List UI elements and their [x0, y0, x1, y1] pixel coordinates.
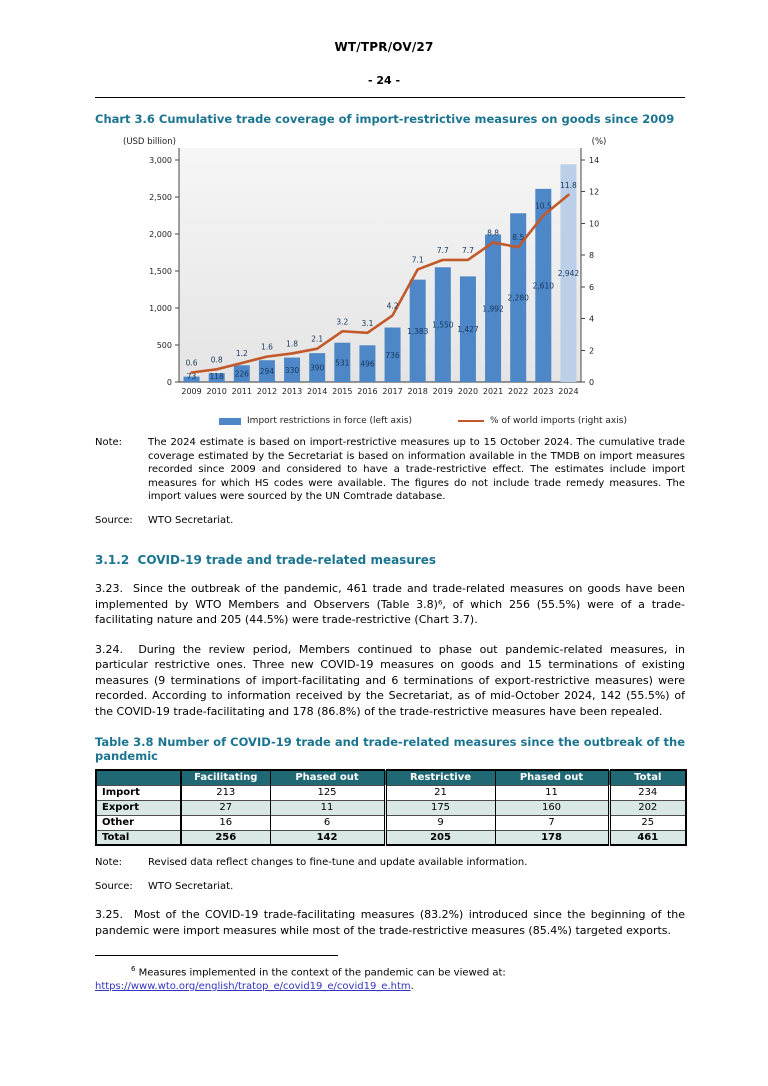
source-text: WTO Secretariat.: [148, 880, 234, 892]
cell: 160: [495, 800, 609, 815]
chart-title: Chart 3.6 Cumulative trade coverage of import-restrictive measures on goods since 2009: [95, 112, 675, 126]
x-tick-2024: 2024: [558, 387, 579, 396]
right-axis-caption: (%): [591, 137, 607, 147]
section-heading-3-1-2: 3.1.2 COVID-19 trade and trade-related measures: [95, 553, 437, 567]
x-tick-2017: 2017: [382, 387, 403, 396]
svg-text:0: 0: [166, 378, 172, 387]
table-row-export: [96, 800, 686, 815]
row-label: Total: [96, 830, 181, 845]
table-row-other: [96, 815, 686, 830]
line-label-2012: 1.6: [260, 342, 273, 352]
footnote-6: [95, 963, 685, 993]
svg-text:0: 0: [589, 378, 595, 387]
footnote-marker: 6: [131, 965, 136, 973]
line-label-2024: 11.8: [560, 180, 577, 190]
cell: 461: [609, 830, 686, 845]
cell: 256: [181, 830, 270, 845]
table-row-total: [96, 830, 686, 845]
footnote-area: [95, 955, 685, 993]
line-label-2014: 2.1: [311, 334, 324, 344]
svg-text:6: 6: [589, 282, 595, 292]
line-label-2015: 3.2: [336, 317, 349, 327]
cell: 202: [609, 800, 686, 815]
x-tick-2015: 2015: [332, 387, 353, 396]
document-code: WT/TPR/OV/27: [334, 40, 434, 54]
table-title: Table 3.8 Number of COVID-19 trade and trade-related measures since the outbreak of the pandemic: [95, 735, 685, 763]
cell: 213: [181, 785, 270, 800]
note-label: Note:: [95, 857, 123, 868]
bar-label-2022: 2,280: [507, 293, 529, 303]
note-text: Revised data reflect changes to fine-tune and update available information.: [148, 857, 528, 868]
bar-label-2011: 226: [234, 369, 249, 379]
chart-3-6: [113, 132, 685, 426]
x-tick-2011: 2011: [231, 387, 252, 396]
legend-label-bars: Import restrictions in force (left axis): [247, 416, 413, 426]
chart-source: [95, 514, 685, 528]
bar-label-2018: 1,383: [406, 326, 429, 336]
bar-label-2023: 2,610: [532, 281, 555, 291]
line-label-2009: 0.6: [185, 358, 198, 368]
bar-swatch-icon: [219, 418, 241, 425]
x-tick-2010: 2010: [206, 387, 227, 396]
cell: 9: [385, 815, 495, 830]
header-phased-out-1: Phased out: [270, 770, 385, 785]
cell: 27: [181, 800, 270, 815]
bar-label-2009: 73: [186, 372, 197, 381]
note-label: Note:: [95, 437, 123, 448]
table-row-import: [96, 785, 686, 800]
bar-label-2010: 118: [209, 372, 224, 381]
line-label-2021: 8.8: [487, 228, 500, 238]
cell: 125: [270, 785, 385, 800]
row-label: Export: [96, 800, 181, 815]
x-tick-2013: 2013: [281, 387, 303, 396]
x-tick-2023: 2023: [533, 387, 554, 396]
bar-label-2015: 531: [335, 358, 350, 368]
legend-item-line: [458, 416, 627, 426]
x-tick-2012: 2012: [256, 387, 278, 396]
line-label-2017: 4.2: [386, 301, 399, 311]
table-note: [95, 856, 685, 870]
bar-label-2013: 330: [284, 365, 300, 375]
svg-text:12: 12: [589, 187, 600, 197]
chart-canvas: [113, 132, 633, 410]
svg-text:2: 2: [589, 346, 595, 356]
line-label-2018: 7.1: [411, 255, 424, 265]
source-text: WTO Secretariat.: [148, 514, 234, 526]
x-tick-2020: 2020: [457, 387, 479, 396]
bar-label-2014: 390: [310, 363, 325, 373]
cell: 175: [385, 800, 495, 815]
header-phased-out-2: Phased out: [495, 770, 609, 785]
bar-label-2020: 1,427: [457, 325, 479, 335]
row-label: Import: [96, 785, 181, 800]
bar-label-2019: 1,550: [432, 320, 454, 330]
table-3-8: [95, 769, 687, 846]
x-tick-2019: 2019: [432, 387, 453, 396]
legend-label-line: % of world imports (right axis): [490, 416, 627, 426]
line-label-2010: 0.8: [210, 355, 223, 365]
x-tick-2014: 2014: [307, 387, 328, 396]
page-header: [0, 0, 768, 87]
footnote-suffix: .: [410, 980, 414, 992]
svg-text:2,500: 2,500: [149, 193, 172, 202]
line-label-2016: 3.1: [361, 318, 374, 328]
x-tick-2018: 2018: [407, 387, 428, 396]
note-text: The 2024 estimate is based on import-restrictive measures up to 15 October 2024. The cumulative trade coverage estimated by the Secretariat is based on information available in the TMDB on import measures recorded since 2009 and considered to have a trade-restrictive effect. The estimates include import measures for which HS codes were available. The figures do not include trade remedy measures. The import values were sourced by the UN Comtrade database.: [148, 437, 685, 502]
bar-label-2017: 736: [385, 350, 400, 360]
cell: 11: [270, 800, 385, 815]
page-number: - 24 -: [367, 74, 401, 87]
source-label: Source:: [95, 880, 133, 892]
svg-text:8: 8: [589, 251, 595, 261]
svg-text:3,000: 3,000: [149, 156, 172, 165]
footnote-text: Measures implemented in the context of the pandemic can be viewed at:: [138, 967, 506, 979]
legend-item-bars: [219, 416, 412, 426]
x-tick-2022: 2022: [508, 387, 529, 396]
header-blank: [96, 770, 181, 785]
header-divider: [95, 97, 685, 98]
paragraph-3-25: 3.25. Most of the COVID-19 trade-facilitating measures (83.2%) introduced since the beginning of the pandemic were import measures while most of the trade-restrictive measures (85.4%) targeted exports.: [95, 908, 685, 937]
header-facilitating: Facilitating: [181, 770, 270, 785]
line-label-2023: 10.5: [534, 201, 552, 211]
bar-label-2021: 1,992: [482, 304, 504, 314]
svg-text:2,000: 2,000: [149, 230, 172, 239]
cell: 6: [270, 815, 385, 830]
header-total: Total: [609, 770, 686, 785]
left-axis-caption: (USD billion): [123, 137, 176, 147]
line-label-2013: 1.8: [286, 339, 299, 349]
bar-label-2016: 496: [360, 359, 375, 369]
footnote-divider: [95, 955, 338, 956]
cell: 21: [385, 785, 495, 800]
svg-text:10: 10: [589, 219, 600, 229]
source-label: Source:: [95, 514, 133, 526]
x-tick-2009: 2009: [181, 387, 202, 396]
line-swatch-icon: [458, 420, 484, 423]
header-restrictive: Restrictive: [385, 770, 495, 785]
paragraph-3-24: 3.24. During the review period, Members continued to phase out pandemic-related measures, in particular restrictive ones. Three new COVID-19 measures on goods and 15 terminations of existing measures (9 terminations of import-facilitating and 6 terminations of export-restrictive measures) were recorded. According to information received by the Secretariat, as of mid-October 2024, 142 (55.5%) of the COVID-19 trade-facilitating and 178 (86.8%) of the trade-restrictive measures have been repealed.: [95, 642, 685, 718]
table-source: [95, 880, 685, 894]
cell: 142: [270, 830, 385, 845]
cell: 16: [181, 815, 270, 830]
x-tick-2021: 2021: [482, 387, 504, 396]
chart-legend: [143, 416, 703, 426]
cell: 25: [609, 815, 686, 830]
cell: 11: [495, 785, 609, 800]
bar-label-2024: 2,942: [557, 269, 580, 279]
line-label-2011: 1.2: [235, 348, 248, 358]
line-label-2022: 8.5: [512, 233, 525, 243]
cell: 7: [495, 815, 609, 830]
svg-text:500: 500: [156, 341, 172, 350]
svg-text:14: 14: [589, 156, 600, 165]
svg-text:4: 4: [589, 314, 595, 324]
cell: 234: [609, 785, 686, 800]
row-label: Other: [96, 815, 181, 830]
paragraph-3-23: 3.23. Since the outbreak of the pandemic, 461 trade and trade-related measures on goods have been implemented by WTO Members and Observers (Table 3.8)⁶, of which 256 (55.5%) were of a trade-facilitating nature and 205 (44.5%) were trade-restrictive (Chart 3.7).: [95, 582, 685, 626]
line-label-2020: 7.7: [461, 245, 474, 255]
footnote-url-link[interactable]: https://www.wto.org/english/tratop_e/covid19_e/covid19_e.htm: [95, 980, 411, 992]
bar-label-2012: 294: [259, 367, 275, 377]
chart-note: [95, 436, 685, 504]
svg-text:1,500: 1,500: [149, 267, 172, 276]
cell: 178: [495, 830, 609, 845]
cell: 205: [385, 830, 495, 845]
table-header-row: [96, 770, 686, 785]
svg-text:1,000: 1,000: [149, 304, 172, 313]
line-label-2019: 7.7: [436, 245, 449, 255]
x-tick-2016: 2016: [357, 387, 378, 396]
